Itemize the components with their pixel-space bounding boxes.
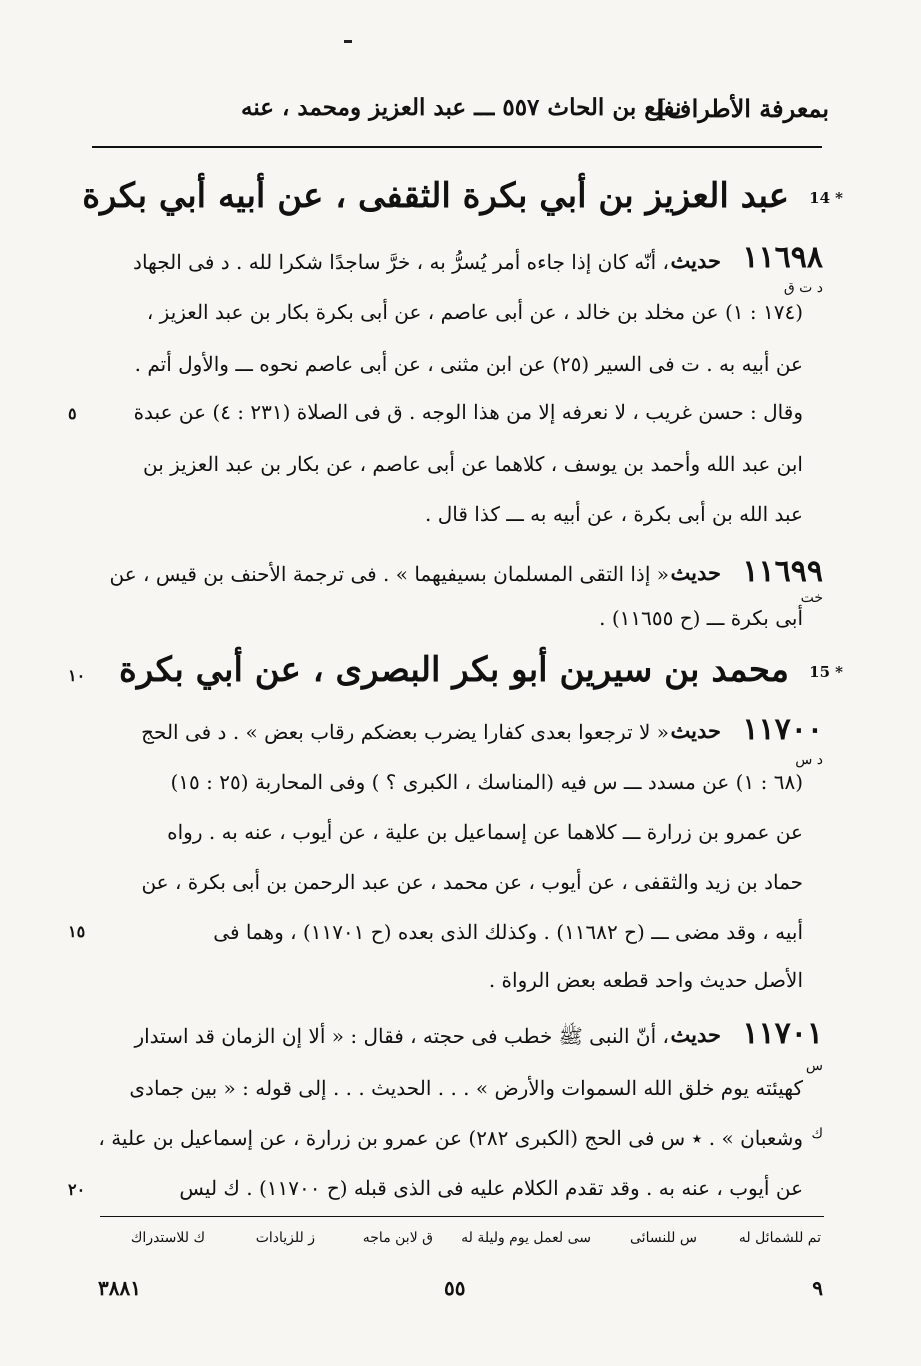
hadith-11701-number: ١١٧٠١ [742,1016,823,1051]
margin-line-number: ٢٠ [68,1180,86,1199]
header-rule [92,146,822,148]
hadith-11698-line-4: وقال : حسن غريب ، لا نعرفه إلا من هذا الوجه . ق فى الصلاة (٢٣١ : ٤) عن عبدة [133,400,803,424]
hadith-11700-label: حديث [670,718,721,743]
footnote-item: س للنسائى [630,1230,697,1246]
hadith-11700-line-2: (٦٨ : ١) عن مسدد ـــ س فيه (المناسك ، الكبرى ؟ ) وفى المحاربة (٢٥ : ١٥) [170,770,803,794]
hadith-11700-line-1: « لا ترجعوا بعدى كفارا يضرب بعضكم رقاب بعض » . د فى الحج [141,720,669,744]
footnote-item: ك للاستدراك [130,1230,205,1246]
ink-speck [344,40,352,43]
hadith-11700-line-5: أبيه ، وقد مضى ـــ (ح ١١٦٨٢) . وكذلك الذى بعده (ح ١١٧٠١) ، وهما فى [213,920,803,944]
hadith-11701-line-2: كهيئته يوم خلق الله السموات والأرض » . . . الحديث . . . إلى قوله : « بين جمادى [129,1076,803,1100]
footnote-item: سى لعمل يوم وليلة له [461,1230,591,1246]
running-head [91,94,829,134]
footnote-item: ق لابن ماجه [362,1230,433,1246]
section-15-number-group [809,662,843,681]
hadith-11701-line-3: وشعبان » . ٭ س فى الحج (الكبرى ٢٨٢) عن عمرو بن زرارة ، عن إسماعيل بن علية ، [98,1126,803,1150]
margin-line-number: ١٠ [68,666,86,685]
footnote-item: تم للشمائل له [738,1230,821,1246]
hadith-11701-sigla-k: ك [811,1126,823,1142]
hadith-11700-sigla: د س [795,752,823,768]
hadith-11698-line-1: ، أنّه كان إذا جاءه أمر يُسرُّ به ، خرَّ ساجدًا شكرا لله . د فى الجهاد [133,250,669,274]
hadith-11698-sigla: د ت ق [783,280,823,296]
hadith-11700-line-3: عن عمرو بن زرارة ـــ كلاهما عن إسماعيل بن علية ، عن أيوب ، عنه به . رواه [167,820,803,844]
page-number: ٥٥ [444,1276,466,1300]
section-number: 15 [809,663,831,681]
hadith-11701-line-1: ، أنّ النبى ﷺ خطب فى حجته ، فقال : « ألا إن الزمان قد استدار [134,1024,669,1048]
hadith-11701-line-4: عن أيوب ، عنه به . وقد تقدم الكلام عليه فى الذى قبله (ح ١١٧٠٠) . ك ليس [179,1176,803,1200]
hadith-11701-sigla-s: س [805,1058,823,1074]
margin-line-number: ١٥ [68,922,86,941]
running-head-middle: نفيع بن الحاث ٥٥٧ ـــ عبد العزيز ومحمد ، عنه [241,94,682,121]
running-head-right: بمعرفة الأطراف] [655,94,829,123]
hadith-11699-line-2: أبى بكرة ـــ (ح ١١٦٥٥) . [599,606,803,630]
section-number: 14 [809,189,831,207]
hadith-11701-label: حديث [670,1022,721,1047]
hadith-11698-line-6: عبد الله بن أبى بكرة ، عن أبيه به ـــ كذا قال . [425,502,803,526]
section-14-title: عبد العزيز بن أبي بكرة الثقفى ، عن أبيه أبي بكرة [82,176,789,216]
star-mark: * [835,663,843,681]
footnote-rule [100,1216,824,1217]
hadith-11698-line-2: (١٧٤ : ١) عن مخلد بن خالد ، عن أبى عاصم ، عن أبى بكرة بكار بن عبد العزيز ، [146,300,803,324]
section-15-title: محمد بن سيرين أبو بكر البصرى ، عن أبي بكرة [119,650,789,690]
hadith-11700-number: ١١٧٠٠ [742,712,823,747]
hadith-11699-line-1: « إذا التقى المسلمان بسيفيهما » . فى ترجمة الأحنف بن قيس ، عن [109,562,669,586]
hadith-11700-line-6: الأصل حديث واحد قطعه بعض الرواة . [488,968,803,992]
hadith-11699-sigla: خت [800,590,823,606]
folio-right: ٩ [812,1276,823,1300]
hadith-11698-line-5: ابن عبد الله وأحمد بن يوسف ، كلاهما عن أبى عاصم ، عن بكار بن عبد العزيز بن [142,452,803,476]
folio-left: ٣٨٨١ [98,1276,141,1300]
section-14-number-group [809,188,843,207]
hadith-11698-label: حديث [670,248,721,273]
hadith-11698-line-3: عن أبيه به . ت فى السير (٢٥) عن ابن مثنى ، عن أبى عاصم نحوه ـــ والأول أتم . [134,352,803,376]
hadith-11699-label: حديث [670,560,721,585]
hadith-11699-number: ١١٦٩٩ [742,554,823,589]
margin-line-number: ٥ [68,404,77,423]
star-mark: * [835,189,843,207]
footnote-item: ز للزيادات [255,1230,315,1246]
hadith-11698-number: ١١٦٩٨ [742,240,823,275]
hadith-11700-line-4: حماد بن زيد والثقفى ، عن أيوب ، عن محمد ، عن عبد الرحمن بن أبى بكرة ، عن [141,870,803,894]
